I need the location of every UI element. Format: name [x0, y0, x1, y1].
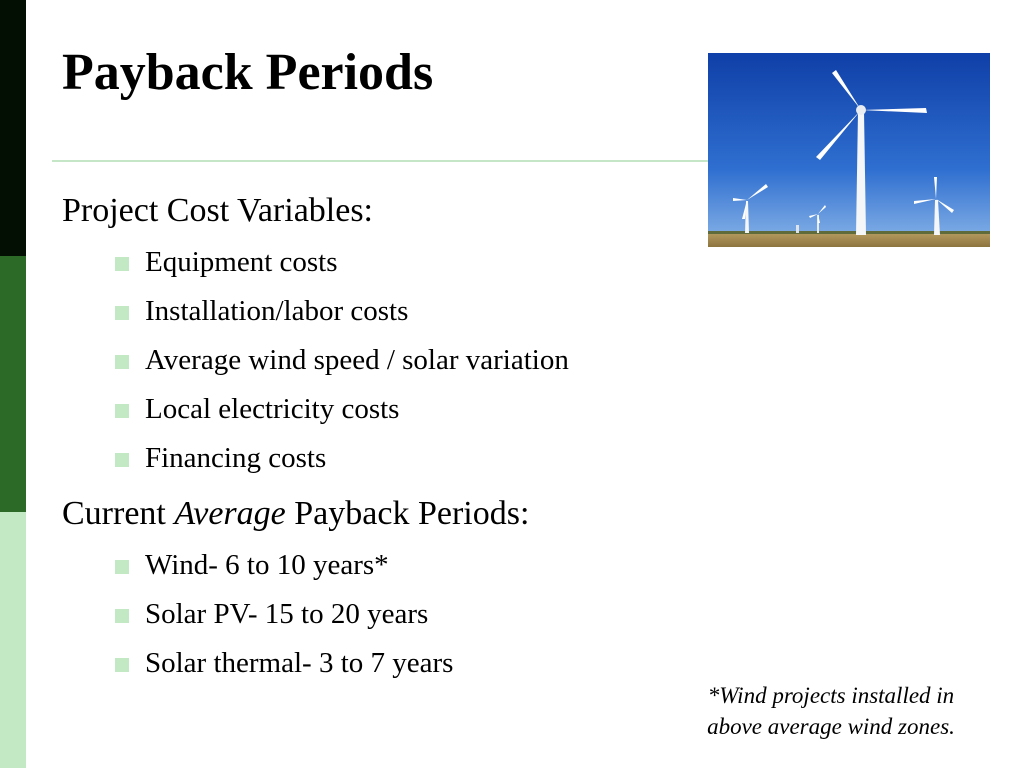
square-bullet-icon: [115, 658, 129, 672]
list-item: [115, 549, 453, 598]
list-item: [115, 598, 453, 647]
list-item: [115, 442, 569, 491]
list-item-text: Average wind speed / solar variation: [145, 344, 569, 376]
side-bar-top: [0, 0, 26, 256]
wind-turbines-photo: [708, 53, 990, 247]
list-item: [115, 393, 569, 442]
square-bullet-icon: [115, 355, 129, 369]
list-item: [115, 344, 569, 393]
section-heading-payback-periods: [62, 495, 529, 532]
list-item: [115, 647, 453, 696]
list-item-text: Installation/labor costs: [145, 295, 409, 327]
square-bullet-icon: [115, 404, 129, 418]
list-item: [115, 295, 569, 344]
square-bullet-icon: [115, 306, 129, 320]
title-divider: [52, 160, 712, 162]
footnote-line-1: *Wind projects installed in: [707, 683, 955, 708]
footnote: [640, 680, 1022, 742]
section-heading-cost-variables: Project Cost Variables:: [62, 192, 373, 229]
list-item-text: Local electricity costs: [145, 393, 400, 425]
square-bullet-icon: [115, 453, 129, 467]
heading-emphasis: Average: [174, 495, 286, 532]
list-item-text: Solar PV- 15 to 20 years: [145, 598, 429, 630]
list-item-text: Equipment costs: [145, 246, 338, 278]
payback-periods-list: [115, 549, 453, 696]
square-bullet-icon: [115, 257, 129, 271]
list-item-text: Wind- 6 to 10 years*: [145, 549, 389, 581]
cost-variables-list: [115, 246, 569, 491]
square-bullet-icon: [115, 609, 129, 623]
slide-title: Payback Periods: [62, 44, 434, 101]
list-item-text: Financing costs: [145, 442, 327, 474]
list-item: [115, 246, 569, 295]
square-bullet-icon: [115, 560, 129, 574]
heading-prefix: Current: [62, 495, 175, 532]
list-item-text: Solar thermal- 3 to 7 years: [145, 647, 454, 679]
side-bar-bottom: [0, 512, 26, 768]
heading-suffix: Payback Periods:: [285, 495, 530, 532]
side-bar-middle: [0, 256, 26, 512]
footnote-line-2: above average wind zones.: [707, 714, 955, 739]
